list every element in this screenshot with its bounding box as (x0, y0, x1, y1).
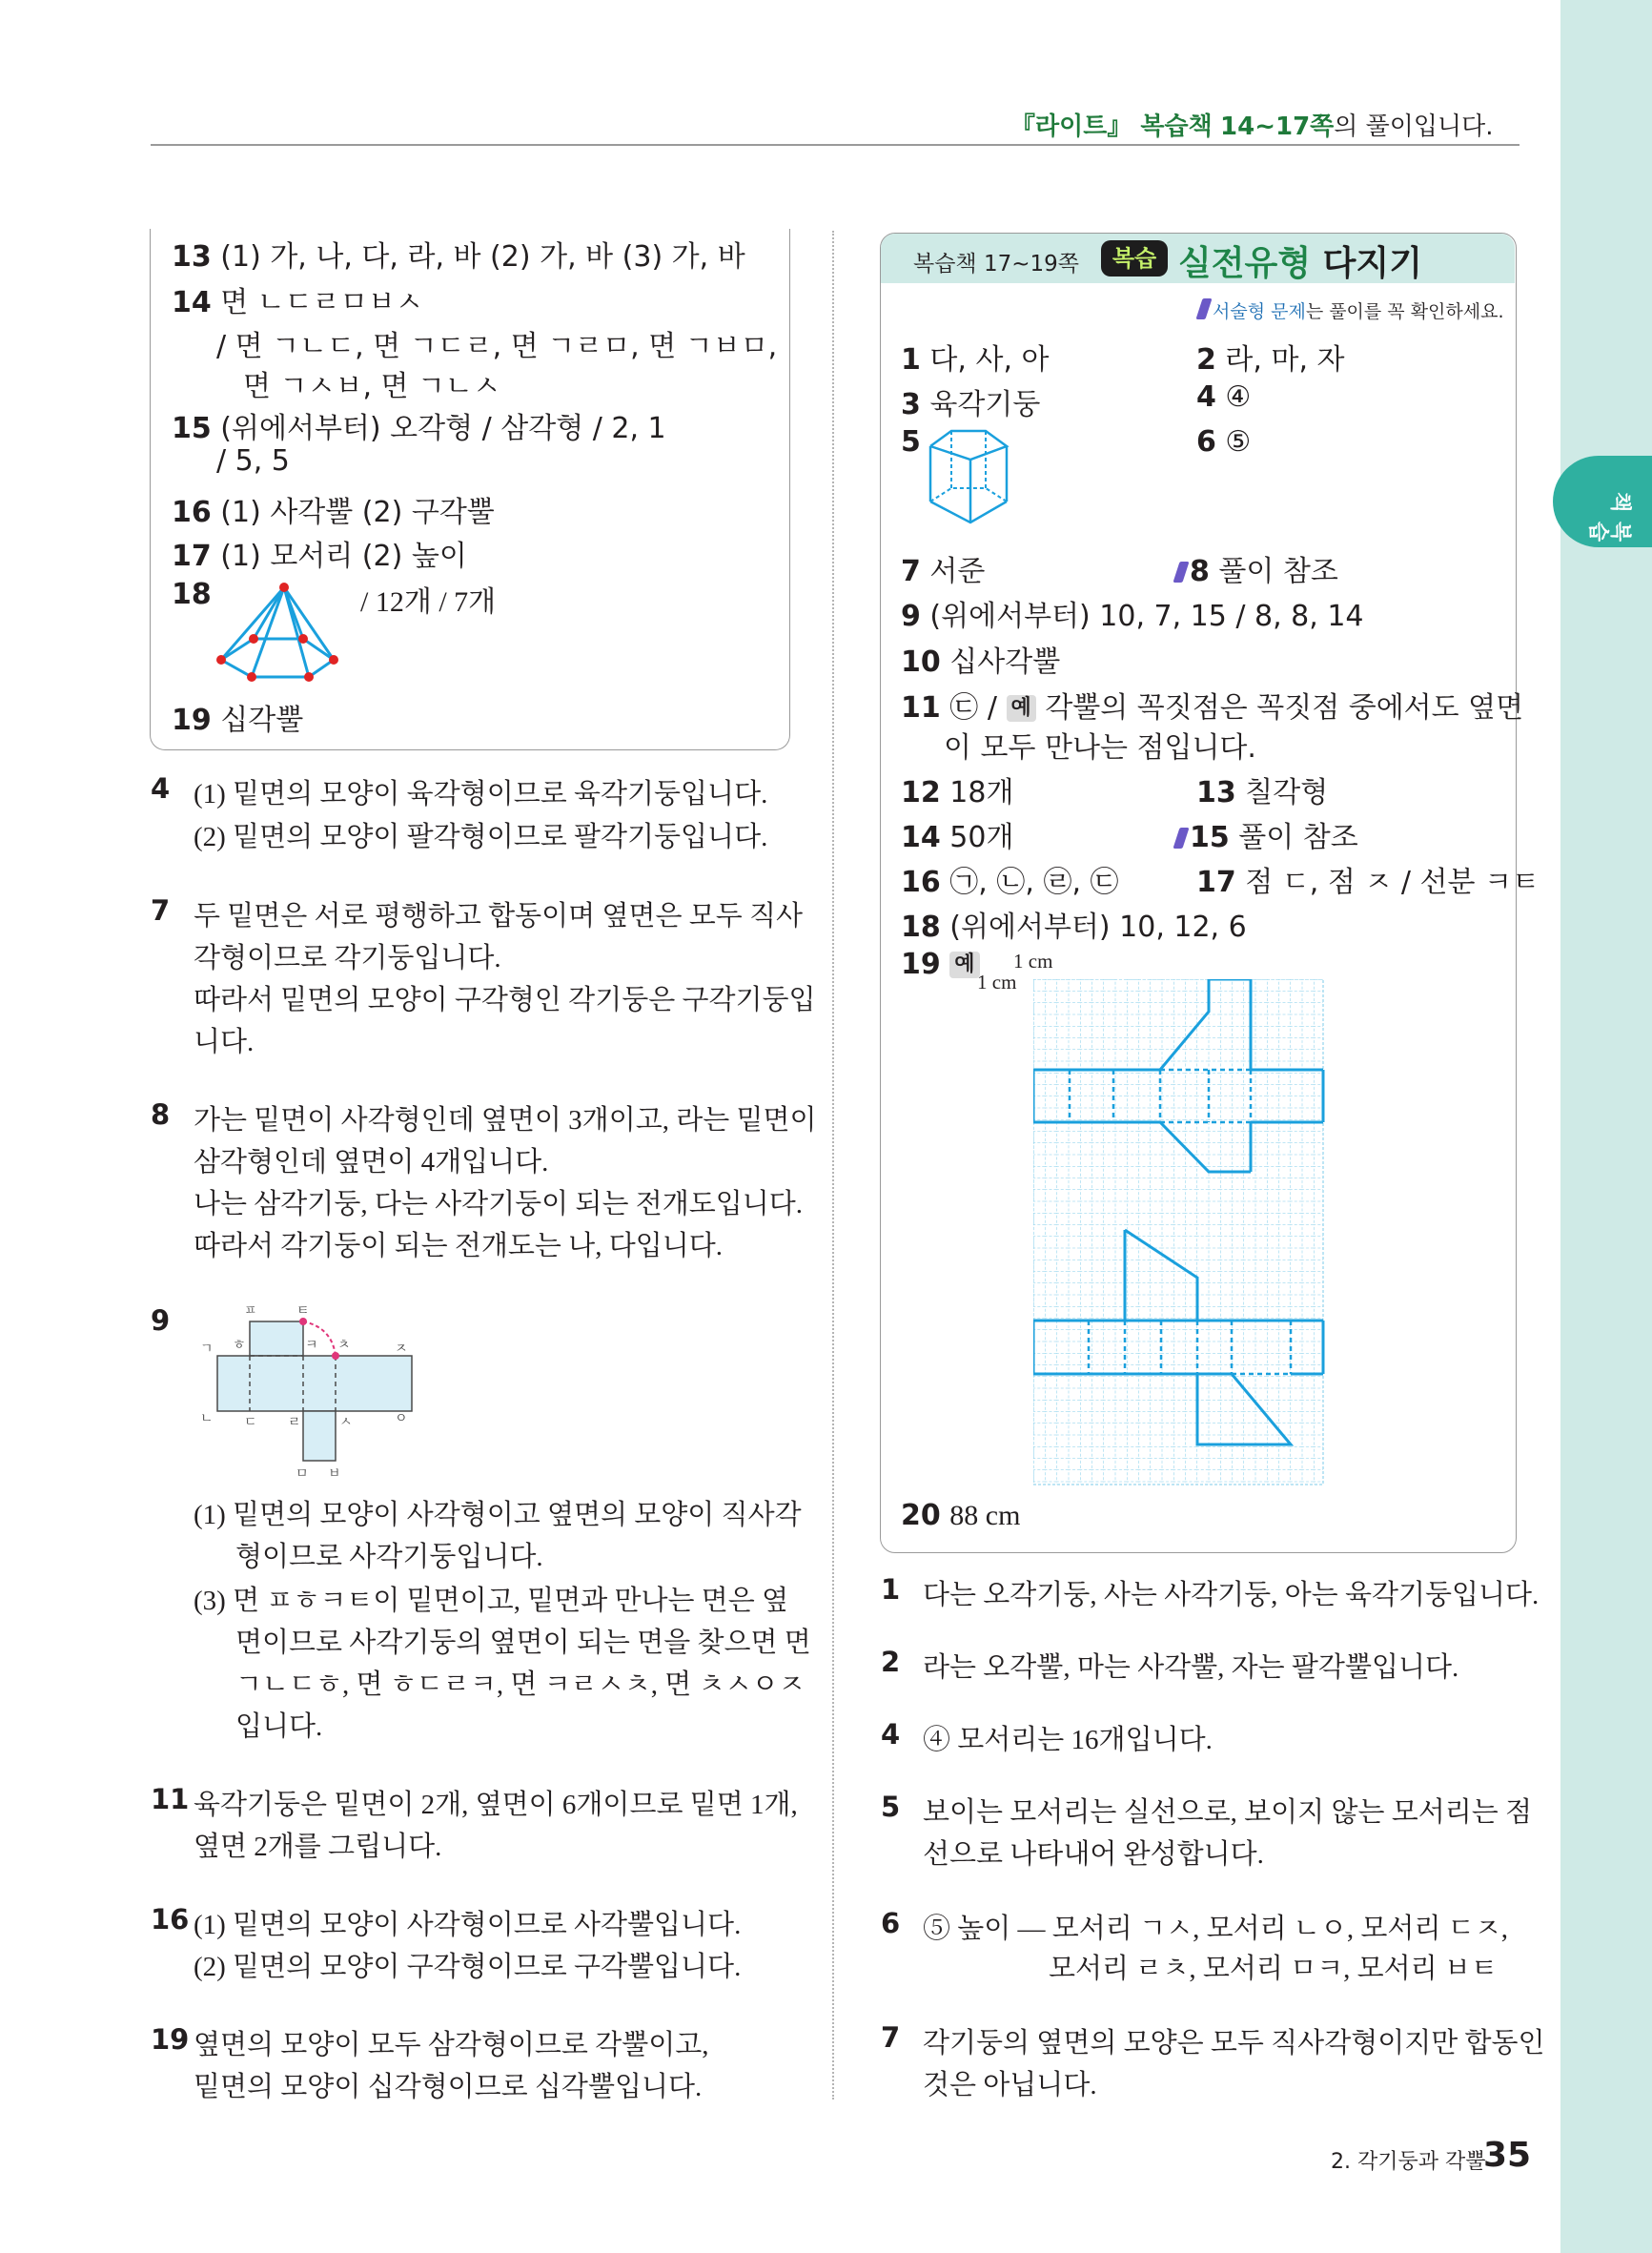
expl-number: 6 (881, 1907, 901, 1939)
answer-number: 17 (1196, 866, 1236, 899)
answer-text: 육각기둥 (929, 388, 1041, 421)
answer-number: 19 (172, 704, 212, 737)
expl-8-line4: 따라서 각기둥이 되는 전개도는 나, 다입니다. (194, 1231, 724, 1261)
answer-text: ㉢ / (949, 691, 997, 725)
section-title-sub: 다지기 (1322, 244, 1422, 283)
header-tail: 의 풀이입니다. (1334, 113, 1494, 141)
ranswer-13 (1196, 768, 1328, 810)
answer-text: 18개 (949, 776, 1014, 809)
rexpl-7-line1: 각기둥의 옆면의 모양은 모두 직사각형이지만 합동인 (923, 2028, 1545, 2058)
expl-number: 9 (151, 1304, 171, 1337)
rexpl-2-text: 라는 오각뿔, 마는 사각뿔, 자는 팔각뿔입니다. (923, 1652, 1459, 1683)
grid-unit-top: 1 cm (1013, 950, 1053, 973)
answer-14 (172, 278, 423, 320)
answer-number: 2 (1196, 343, 1216, 377)
hexagonal-prism-net-grid (1033, 979, 1325, 1486)
answer-text: ㉠, ㉡, ㉣, ㉢ (949, 866, 1119, 899)
expl-number: 1 (881, 1573, 901, 1606)
rexpl-1 (881, 1573, 900, 1606)
ranswer-15 (1176, 813, 1358, 855)
answer-number: 5 (901, 425, 921, 459)
answer-number: 10 (901, 645, 941, 679)
expl-11-line2: 옆면 2개를 그립니다. (194, 1832, 442, 1862)
rexpl-4-text: ④ 모서리는 16개입니다. (923, 1725, 1213, 1755)
net-label: ㅅ (339, 1415, 353, 1430)
answer-text: (1) 가, 나, 다, 라, 바 (2) 가, 바 (3) 가, 바 (220, 240, 745, 274)
answer-number: 18 (901, 911, 941, 944)
net-label: ㅍ (244, 1303, 257, 1319)
page-header (1010, 107, 1494, 142)
ranswer-12 (901, 768, 1013, 810)
answer-number: 18 (172, 578, 212, 611)
answer-number: 7 (901, 555, 921, 588)
example-badge: 예 (949, 952, 979, 978)
expl-4 (151, 772, 170, 805)
ranswer-19 (901, 948, 980, 981)
header-page-range: 복습책 17~19쪽 (913, 252, 1079, 277)
answer-number: 6 (1196, 425, 1216, 459)
descriptive-note (1199, 297, 1504, 323)
ranswer-3 (901, 380, 1040, 422)
example-badge: 예 (1007, 695, 1036, 722)
net-label: ㅌ (296, 1303, 310, 1319)
review-badge: 복습 (1101, 240, 1168, 277)
expl-8-line3: 나는 삼각기둥, 다는 사각기둥이 되는 전개도입니다. (194, 1189, 804, 1219)
expl-19 (151, 2023, 189, 2056)
answer-14-line2: / 면 ㄱㄴㄷ, 면 ㄱㄷㄹ, 면 ㄱㄹㅁ, 면 ㄱㅂㅁ, (216, 330, 778, 363)
hexagonal-pyramid-figure (212, 578, 355, 685)
answer-text: 서준 (929, 555, 986, 588)
expl-9-line6: 입니다. (235, 1711, 323, 1742)
expl-16-line1: (1) 밑면의 모양이 사각형이므로 사각뿔입니다. (194, 1910, 742, 1940)
answer-text: 라, 마, 자 (1225, 343, 1345, 377)
net-label: ㄱ (200, 1342, 214, 1357)
expl-number: 7 (151, 894, 171, 927)
expl-7-line4: 니다. (194, 1027, 255, 1057)
answer-15 (172, 404, 666, 446)
section-tab-label: 복습책 (1588, 488, 1632, 542)
net-label: ㄷ (244, 1415, 257, 1430)
answer-number: 4 (1196, 380, 1216, 414)
expl-number: 7 (881, 2021, 901, 2054)
answer-text: (1) 사각뿔 (2) 구각뿔 (220, 496, 495, 529)
ranswer-11 (901, 684, 1523, 726)
expl-number: 11 (151, 1783, 190, 1815)
expl-7 (151, 894, 170, 927)
grid-unit-left: 1 cm (977, 971, 1017, 993)
ranswer-1 (901, 336, 1050, 378)
answer-18-text: / 12개 / 7개 (360, 586, 497, 618)
rexpl-6-line2: 모서리 ㄹㅊ, 모서리 ㅁㅋ, 모서리 ㅂㅌ (1049, 1954, 1498, 1984)
ranswer-16 (901, 858, 1119, 900)
expl-19-line1: 옆면의 모양이 모두 삼각형이므로 각뿔이고, (194, 2030, 709, 2060)
answer-15-line2: / 5, 5 (216, 444, 290, 478)
answer-16 (172, 488, 495, 530)
side-margin-band (1560, 0, 1652, 2253)
expl-9-line5: ㄱㄴㄷㅎ, 면 ㅎㄷㄹㅋ, 면 ㅋㄹㅅㅊ, 면 ㅊㅅㅇㅈ (235, 1669, 806, 1700)
ranswer-20 (901, 1499, 1020, 1532)
answer-number: 14 (172, 286, 212, 319)
answer-19 (172, 696, 303, 738)
answer-text: ④ (1225, 380, 1252, 414)
expl-16-line2: (2) 밑면의 모양이 구각형이므로 구각뿔입니다. (194, 1952, 742, 1982)
answer-text: 십각뿔 (220, 704, 304, 737)
expl-number: 2 (881, 1646, 901, 1678)
answer-number: 1 (901, 343, 921, 377)
answer-number: 17 (172, 540, 212, 573)
answer-text: 각뿔의 꼭짓점은 꼭짓점 중에서도 옆면 (1045, 691, 1524, 725)
ranswer-9 (901, 592, 1364, 634)
rexpl-5 (881, 1791, 900, 1823)
answer-text: 십사각뿔 (949, 645, 1061, 679)
rexpl-5-line2: 선으로 나타내어 완성합니다. (923, 1839, 1264, 1870)
answer-number: 19 (901, 948, 941, 981)
rexpl-6 (881, 1907, 900, 1939)
answer-18-number (172, 578, 212, 611)
rexpl-7 (881, 2021, 900, 2054)
rexpl-5-line1: 보이는 모서리는 실선으로, 보이지 않는 모서리는 점 (923, 1797, 1533, 1828)
expl-number: 19 (151, 2023, 190, 2056)
net-label: ㄴ (200, 1411, 214, 1426)
expl-7-line3: 따라서 밑면의 모양이 구각형인 각기둥은 구각기둥입 (194, 985, 816, 1015)
expl-number: 4 (881, 1718, 901, 1751)
answer-number: 9 (901, 600, 921, 633)
note-text: 는 풀이를 꼭 확인하세요. (1305, 301, 1504, 322)
expl-4-line1: (1) 밑면의 모양이 육각형이므로 육각기둥입니다. (194, 779, 768, 809)
net-label: ㅇ (395, 1411, 408, 1426)
pentagonal-prism-figure (927, 425, 1012, 530)
rexpl-2 (881, 1646, 900, 1678)
answer-number: 13 (1196, 776, 1236, 809)
net-label: ㅎ (233, 1338, 246, 1353)
column-divider (832, 231, 834, 2099)
answer-number: 15 (172, 412, 212, 445)
ranswer-7 (901, 547, 985, 589)
expl-9-line1: (1) 밑면의 모양이 사각형이고 옆면의 모양이 직사각 (194, 1500, 802, 1530)
answer-text: 점 ㄷ, 점 ㅈ / 선분 ㅋㅌ (1245, 866, 1540, 899)
answer-number: 14 (901, 821, 941, 854)
expl-number: 16 (151, 1903, 190, 1936)
answer-number: 12 (901, 776, 941, 809)
header-brand: 『라이트』 복습책 (1010, 113, 1213, 141)
page-number: 35 (1483, 2136, 1532, 2175)
ranswer-18 (901, 903, 1247, 945)
answer-text: (위에서부터) 10, 12, 6 (949, 911, 1247, 944)
ranswer-6 (1196, 425, 1251, 459)
net-label: ㅋ (305, 1338, 318, 1353)
answer-number: 8 (1190, 555, 1210, 588)
header-rule (151, 144, 1519, 146)
answer-number: 20 (901, 1499, 941, 1532)
answer-text: 면 ㄴㄷㄹㅁㅂㅅ (220, 286, 423, 319)
ranswer-10 (901, 638, 1060, 680)
answer-number: 13 (172, 240, 212, 274)
net-label: ㅊ (337, 1338, 351, 1353)
rexpl-6-line1: ⑤ 높이 ― 모서리 ㄱㅅ, 모서리 ㄴㅇ, 모서리 ㄷㅈ, (923, 1914, 1508, 1944)
expl-9-line2: 형이므로 사각기둥입니다. (235, 1542, 543, 1572)
answer-number: 15 (1190, 821, 1230, 854)
answer-text: 칠각형 (1245, 776, 1329, 809)
net-label: ㅈ (395, 1342, 408, 1357)
answer-14-line3: 면 ㄱㅅㅂ, 면 ㄱㄴㅅ (243, 370, 500, 403)
expl-number: 4 (151, 772, 171, 805)
expl-number: 5 (881, 1791, 901, 1823)
expl-16 (151, 1903, 189, 1936)
chapter-footer: 2. 각기둥과 각뿔 (1331, 2150, 1486, 2174)
expl-4-line2: (2) 밑면의 모양이 팔각형이므로 팔각기둥입니다. (194, 822, 768, 852)
expl-8-line2: 삼각형인데 옆면이 4개입니다. (194, 1147, 549, 1178)
expl-19-line2: 밑면의 모양이 십각형이므로 십각뿔입니다. (194, 2072, 703, 2102)
ranswer-4 (1196, 380, 1251, 414)
answer-number: 11 (901, 691, 941, 725)
section-title-main: 실전유형 (1178, 244, 1323, 283)
answer-text: 50개 (949, 821, 1014, 854)
expl-9-line3: (3) 면 ㅍㅎㅋㅌ이 밑면이고, 밑면과 만나는 면은 옆 (194, 1586, 789, 1616)
expl-7-line1: 두 밑면은 서로 평행하고 합동이며 옆면은 모두 직사 (194, 901, 804, 932)
expl-7-line2: 각형이므로 각기둥입니다. (194, 943, 501, 973)
answer-text: 다, 사, 아 (929, 343, 1050, 377)
expl-number: 8 (151, 1098, 171, 1131)
answer-number: 16 (172, 496, 212, 529)
expl-8-line1: 가는 밑면이 사각형인데 옆면이 3개이고, 라는 밑면이 (194, 1105, 817, 1136)
answer-text: 풀이 참조 (1238, 821, 1358, 854)
square-prism-net-figure (194, 1301, 423, 1482)
answer-text: (위에서부터) 10, 7, 15 / 8, 8, 14 (929, 600, 1364, 633)
header-pages: 14~17쪽 (1220, 113, 1335, 141)
net-label: ㄹ (288, 1415, 301, 1430)
net-label: ㅂ (328, 1466, 341, 1482)
rexpl-4 (881, 1718, 900, 1751)
answer-number: 16 (901, 866, 941, 899)
net-label: ㅁ (296, 1466, 309, 1482)
expl-11-line1: 육각기둥은 밑면이 2개, 옆면이 6개이므로 밑면 1개, (194, 1790, 798, 1820)
ranswer-5 (901, 425, 921, 459)
ranswer-11-line2: 이 모두 만나는 점입니다. (944, 731, 1256, 765)
answer-text: 88 cm (949, 1500, 1021, 1531)
ranswer-8 (1176, 547, 1338, 589)
answer-number: 3 (901, 388, 921, 421)
answer-13 (172, 233, 745, 275)
expl-8 (151, 1098, 170, 1131)
answer-17 (172, 532, 467, 574)
ranswer-14 (901, 813, 1013, 855)
section-title (1178, 236, 1422, 285)
expl-9 (151, 1304, 170, 1337)
answer-text: 풀이 참조 (1218, 555, 1338, 588)
note-highlight: 서술형 문제 (1213, 301, 1306, 322)
answer-text: (위에서부터) 오각형 / 삼각형 / 2, 1 (220, 412, 666, 445)
rexpl-1-text: 다는 오각기둥, 사는 사각기둥, 아는 육각기둥입니다. (923, 1580, 1540, 1610)
expl-11 (151, 1783, 189, 1815)
answer-text: ⑤ (1225, 425, 1252, 459)
ranswer-2 (1196, 336, 1345, 378)
answer-text: (1) 모서리 (2) 높이 (220, 540, 467, 573)
ranswer-17 (1196, 858, 1540, 900)
rexpl-7-line2: 것은 아닙니다. (923, 2070, 1097, 2100)
section-tab[interactable] (1553, 456, 1652, 547)
expl-9-line4: 면이므로 사각기둥의 옆면이 되는 면을 찾으면 면 (235, 1628, 811, 1658)
